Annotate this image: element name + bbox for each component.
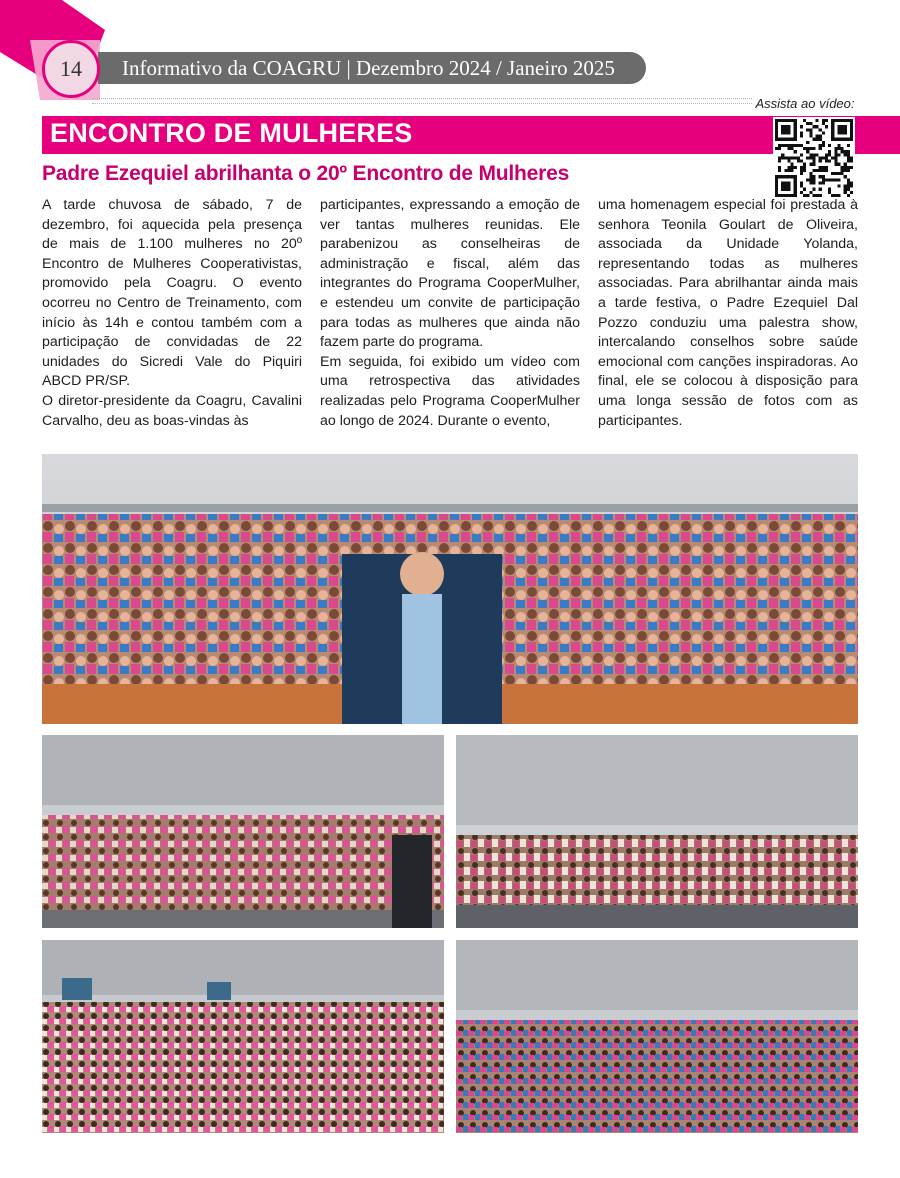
qr-icon	[775, 119, 853, 197]
header-bar	[98, 52, 646, 84]
article-body	[42, 196, 858, 431]
video-label: Assista ao vídeo:	[755, 96, 855, 111]
event-photo-5	[456, 940, 858, 1133]
paragraph: Em seguida, foi exibido um vídeo com uma retrospectiva das atividades realizadas pelo Programa CooperMulher ao longo de 2024. Durante o evento,	[320, 353, 580, 429]
video-qr-code[interactable]	[773, 117, 855, 199]
paragraph: O diretor-presidente da Coagru, Cavalini Carvalho, deu as boas-vindas às	[42, 392, 302, 429]
crowd-photo-illustration	[456, 735, 858, 928]
crowd-photo-illustration	[42, 940, 444, 1133]
section-title: ENCONTRO DE MULHERES	[50, 118, 413, 148]
divider	[92, 98, 752, 104]
event-photo-2	[42, 735, 444, 928]
page-number: 14	[42, 40, 100, 98]
article-column-1	[42, 196, 302, 431]
paragraph: A tarde chuvosa de sábado, 7 de dezembro, foi aquecida pela presença de mais de 1.100 mulheres no 20º Encontro de Mulheres Cooperativistas, promovido pela Coagru. O evento ocorreu no Centro de Treinamento, com início às 14h e contou também com a participação de convidadas de 22 unidades do Sicredi Vale do Piquiri ABCD PR/SP.	[42, 197, 302, 390]
crowd-photo-illustration	[42, 735, 444, 928]
paragraph: uma homenagem especial foi prestada à senhora Teonila Goulart de Oliveira, associada da Unidade Yolanda, representando todas as mulheres associadas. Para abrilhantar ainda mais a tarde festiva, o Padre Ezequiel Dal Pozzo conduziu uma palestra show, intercalando conselhos sobre saúde emocional com canções inspiradoras. Ao final, ele se colocou à disposição para uma longa sessão de fotos com as participantes.	[598, 197, 858, 429]
crowd-photo-illustration	[42, 454, 858, 724]
main-event-photo	[42, 454, 858, 724]
paragraph: participantes, expressando a emoção de ver tantas mulheres reunidas. Ele parabenizou as conselheiras de administração e fiscal, além das integrantes do Programa CooperMulher, e estendeu um convite de participação para todas as mulheres que ainda não fazem parte do programa.	[320, 197, 580, 351]
publication-title: Informativo da COAGRU | Dezembro 2024 / Janeiro 2025	[122, 55, 615, 80]
crowd-photo-illustration	[456, 940, 858, 1133]
event-photo-4	[42, 940, 444, 1133]
article-headline: Padre Ezequiel abrilhanta o 20º Encontro de Mulheres	[42, 162, 570, 185]
article-column-2	[320, 196, 580, 431]
event-photo-3	[456, 735, 858, 928]
article-column-3	[598, 196, 858, 431]
